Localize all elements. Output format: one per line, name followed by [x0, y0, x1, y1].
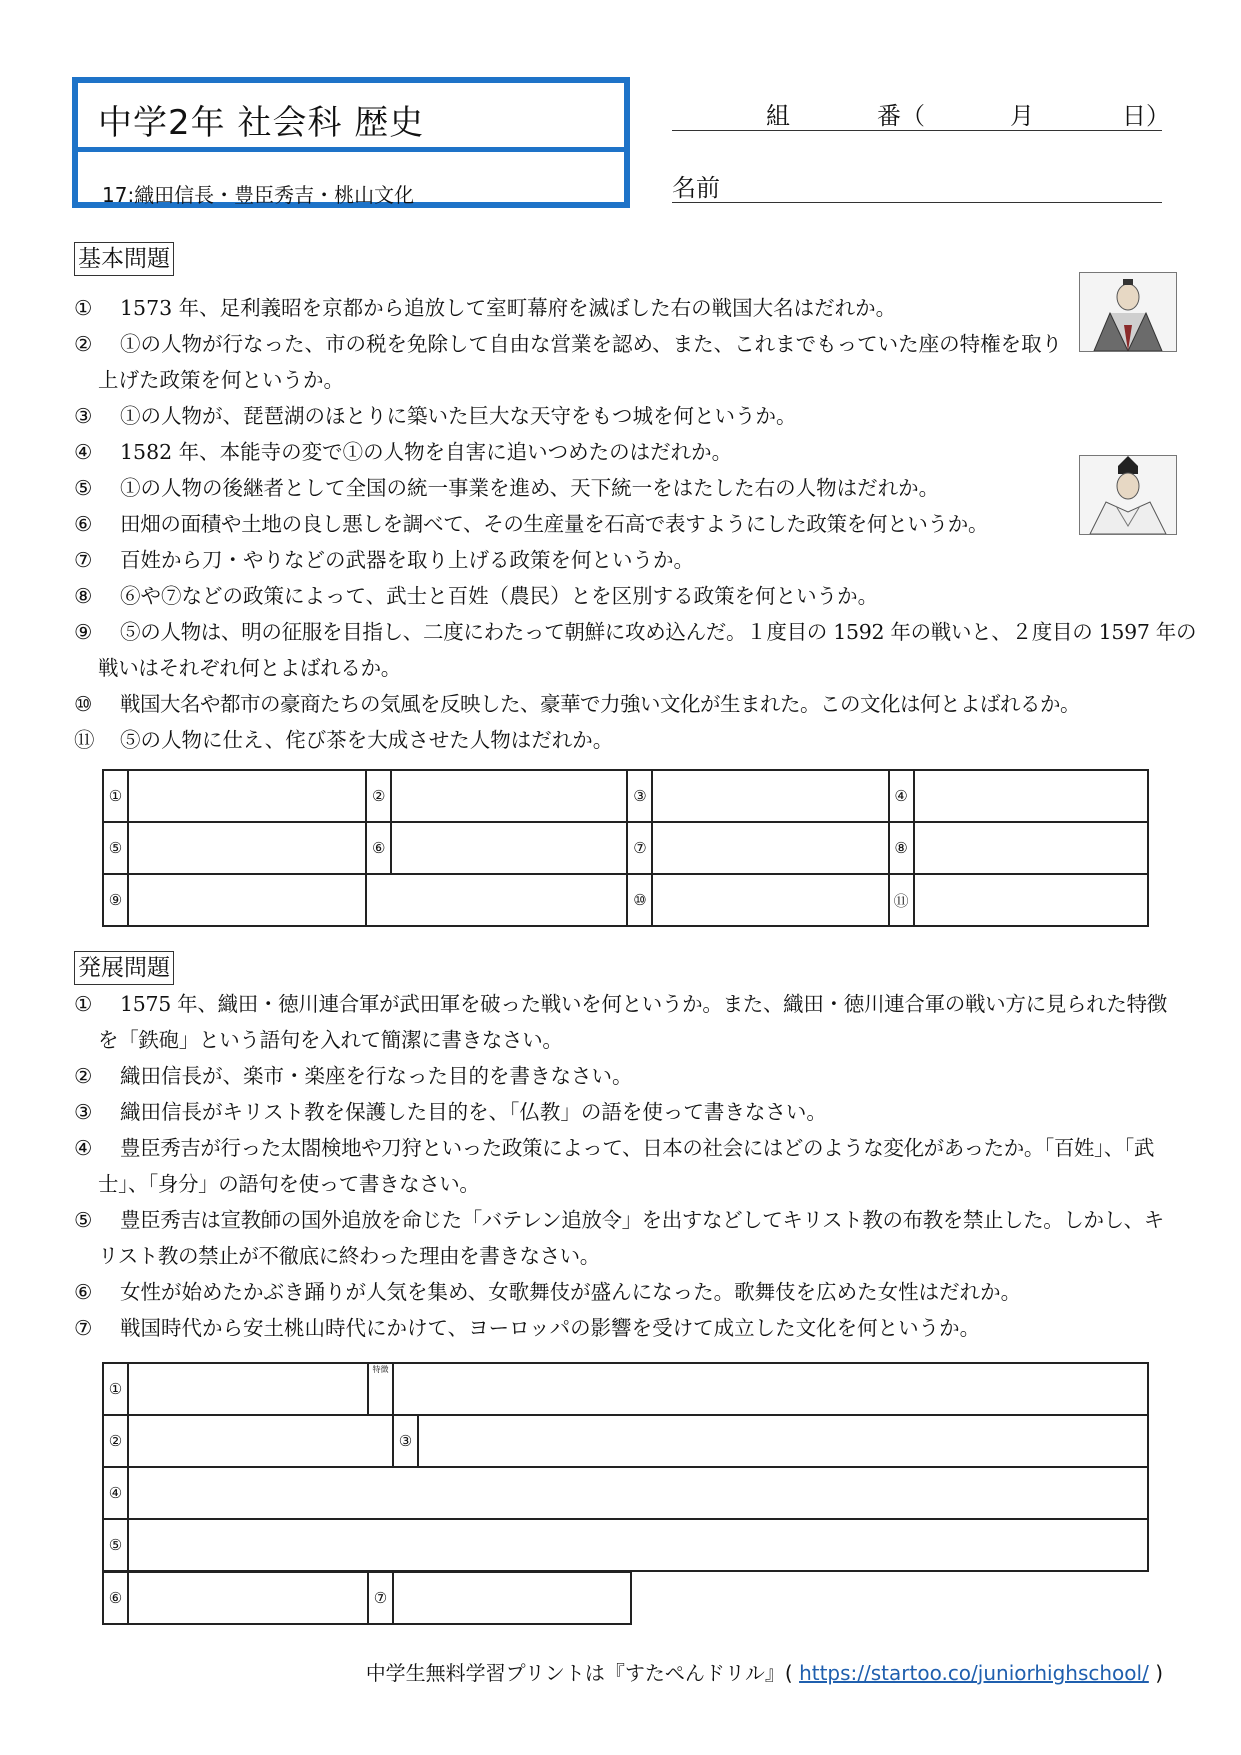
question-number: ⑥ [74, 512, 93, 536]
number-label: 番（ [877, 102, 925, 130]
advanced-question [74, 1058, 1174, 1094]
basic-question-list [74, 290, 1197, 758]
name-label: 名前 [672, 174, 720, 202]
basic-question [74, 506, 1174, 542]
question-text: 百姓から刀・やりなどの武器を取り上げる政策を何というか。 [120, 548, 694, 572]
answer-label: ⑤ [103, 1519, 128, 1571]
footer-close: ) [1155, 1661, 1163, 1685]
samurai-portrait-icon [1080, 273, 1176, 351]
question-text: 豊臣秀吉は宣教師の国外追放を命じた「バテレン追放令」を出すなどしてキリスト教の布教を禁止した。しかし、キリスト教の禁止が不徹底に終わった理由を書きなさい。 [98, 1208, 1164, 1268]
footer-link[interactable]: https://startoo.co/juniorhighschool/ [799, 1661, 1149, 1685]
footer-text: 中学生無料学習プリントは『すたぺんドリル』( [365, 1661, 793, 1685]
answer-label: ⑥ [103, 1572, 128, 1624]
question-text: ①の人物が行なった、市の税を免除して自由な営業を認め、また、これまでもっていた座の特権を取り上げた政策を何というか。 [98, 332, 1063, 392]
answer-label: ③ [627, 770, 652, 822]
answer-label: ⑥ [366, 822, 391, 874]
answer-cell-8[interactable] [914, 822, 1148, 874]
question-text: ①の人物が、琵琶湖のほとりに築いた巨大な天守をもつ城を何というか。 [120, 404, 797, 428]
answer-cell-9b[interactable] [366, 874, 627, 926]
question-number: ④ [74, 1136, 92, 1160]
question-number: ② [74, 332, 93, 356]
answer-cell-6[interactable] [391, 822, 627, 874]
question-text: 戦国大名や都市の豪商たちの気風を反映した、豪華で力強い文化が生まれた。この文化は何とよばれるか。 [120, 692, 1080, 716]
answer-label: ④ [103, 1467, 128, 1519]
basic-question [74, 722, 1054, 758]
question-number: ③ [74, 1100, 93, 1124]
answer-label: ⑪ [889, 874, 914, 926]
title-divider [78, 147, 624, 152]
answer-label-feature: 特徴 [368, 1363, 393, 1415]
name-field[interactable] [672, 164, 1162, 203]
answer-label: ① [103, 1363, 128, 1415]
question-number: ② [74, 1064, 93, 1088]
question-number: ⑥ [74, 1280, 93, 1304]
question-number: ⑧ [74, 584, 93, 608]
question-text: ⑤の人物は、明の征服を目指し、二度にわたって朝鮮に攻め込んだ。１度目の 1592 年の戦いと、２度目の 1597 年の戦いはそれぞれ何とよばれるか。 [98, 620, 1197, 680]
advanced-answer-table [102, 1362, 1149, 1572]
answer-label: ⑩ [627, 874, 652, 926]
adv-answer-cell-1-feature[interactable] [393, 1363, 1148, 1415]
question-number: ① [74, 296, 93, 320]
page-subtitle: 17:織田信長・豊臣秀吉・桃山文化 [102, 183, 415, 207]
toyotomi-hideyoshi-portrait [1079, 455, 1177, 535]
basic-question [74, 542, 1054, 578]
question-text: 戦国時代から安土桃山時代にかけて、ヨーロッパの影響を受けて成立した文化を何というか。 [120, 1316, 981, 1340]
answer-label: ② [103, 1415, 128, 1467]
question-number: ⑤ [74, 1208, 92, 1232]
adv-answer-cell-2[interactable] [128, 1415, 393, 1467]
noble-portrait-icon [1080, 456, 1176, 534]
basic-question [74, 398, 1054, 434]
advanced-question-list [74, 986, 1174, 1346]
question-number: ④ [74, 440, 93, 464]
basic-question [74, 470, 1054, 506]
question-text: 1582 年、本能寺の変で①の人物を自害に追いつめたのはだれか。 [120, 440, 733, 464]
adv-answer-cell-6[interactable] [128, 1572, 368, 1624]
answer-cell-4[interactable] [914, 770, 1148, 822]
answer-cell-2[interactable] [391, 770, 627, 822]
advanced-question [74, 1310, 1174, 1346]
advanced-question [74, 986, 1174, 1058]
advanced-question [74, 1130, 1174, 1202]
adv-answer-cell-4[interactable] [128, 1467, 1148, 1519]
answer-label: ⑨ [103, 874, 128, 926]
advanced-question [74, 1202, 1174, 1274]
basic-answer-table [102, 769, 1149, 927]
question-number: ⑦ [74, 548, 93, 572]
basic-question [74, 686, 1174, 722]
adv-answer-cell-5[interactable] [128, 1519, 1148, 1571]
basic-question [74, 326, 1078, 398]
answer-cell-7[interactable] [652, 822, 888, 874]
answer-label: ⑧ [889, 822, 914, 874]
question-number: ⑨ [74, 620, 93, 644]
month-label: 月 [1010, 102, 1034, 130]
answer-label: ① [103, 770, 128, 822]
basic-question [74, 290, 1054, 326]
answer-cell-10[interactable] [652, 874, 888, 926]
answer-cell-11[interactable] [914, 874, 1148, 926]
adv-answer-cell-3[interactable] [418, 1415, 1148, 1467]
advanced-answer-table-bottom [102, 1571, 632, 1625]
oda-nobunaga-portrait [1079, 272, 1177, 352]
adv-answer-cell-7[interactable] [393, 1572, 631, 1624]
basic-question [74, 614, 1198, 686]
question-text: ⑥や⑦などの政策によって、武士と百姓（農民）とを区別する政策を何というか。 [120, 584, 879, 608]
answer-label: ⑦ [368, 1572, 393, 1624]
advanced-question [74, 1274, 1174, 1310]
advanced-question [74, 1094, 1174, 1130]
question-text: 1575 年、織田・徳川連合軍が武田軍を破った戦いを何というか。また、織田・徳川連合軍の戦い方に見られた特徴を「鉄砲」という語句を入れて簡潔に書きなさい。 [98, 992, 1167, 1052]
answer-cell-3[interactable] [652, 770, 888, 822]
question-text: 女性が始めたかぶき踊りが人気を集め、女歌舞伎が盛んになった。歌舞伎を広めた女性はだれか。 [120, 1280, 1022, 1304]
adv-answer-cell-1[interactable] [128, 1363, 368, 1415]
class-date-field[interactable] [672, 94, 1170, 131]
advanced-section-label: 発展問題 [74, 951, 174, 985]
answer-label: ⑤ [103, 822, 128, 874]
basic-section-label: 基本問題 [74, 242, 174, 276]
question-number: ⑩ [74, 692, 92, 716]
answer-cell-5[interactable] [128, 822, 366, 874]
answer-label: ④ [889, 770, 914, 822]
answer-label: ⑦ [627, 822, 652, 874]
question-number: ③ [74, 404, 93, 428]
question-text: 1573 年、足利義昭を京都から追放して室町幕府を滅ぼした右の戦国大名はだれか。 [120, 296, 897, 320]
question-text: 豊臣秀吉が行った太閤検地や刀狩といった政策によって、日本の社会にはどのような変化があったか。「百姓」、「武士」、「身分」の語句を使って書きなさい。 [98, 1136, 1154, 1196]
question-text: 田畑の面積や土地の良し悪しを調べて、その生産量を石高で表すようにした政策を何というか。 [120, 512, 989, 536]
question-number: ① [74, 992, 93, 1016]
answer-cell-1[interactable] [128, 770, 366, 822]
question-number: ⑤ [74, 476, 93, 500]
title-box [72, 77, 630, 208]
basic-question [74, 578, 1054, 614]
answer-label: ② [366, 770, 391, 822]
page-title: 中学2年 社会科 歴史 [98, 103, 425, 143]
question-number: ⑦ [74, 1316, 93, 1340]
question-text: ⑤の人物に仕え、侘び茶を大成させた人物はだれか。 [120, 728, 614, 752]
day-label: 日） [1122, 102, 1170, 130]
class-label: 組 [766, 102, 790, 130]
question-text: 織田信長が、楽市・楽座を行なった目的を書きなさい。 [120, 1064, 633, 1088]
question-number: ⑪ [74, 728, 95, 752]
basic-question [74, 434, 1054, 470]
question-text: ①の人物の後継者として全国の統一事業を進め、天下統一をはたした右の人物はだれか。 [120, 476, 940, 500]
answer-cell-9a[interactable] [128, 874, 366, 926]
footer [366, 1657, 1163, 1686]
answer-label: ③ [393, 1415, 418, 1467]
question-text: 織田信長がキリスト教を保護した目的を、「仏教」の語を使って書きなさい。 [120, 1100, 827, 1124]
